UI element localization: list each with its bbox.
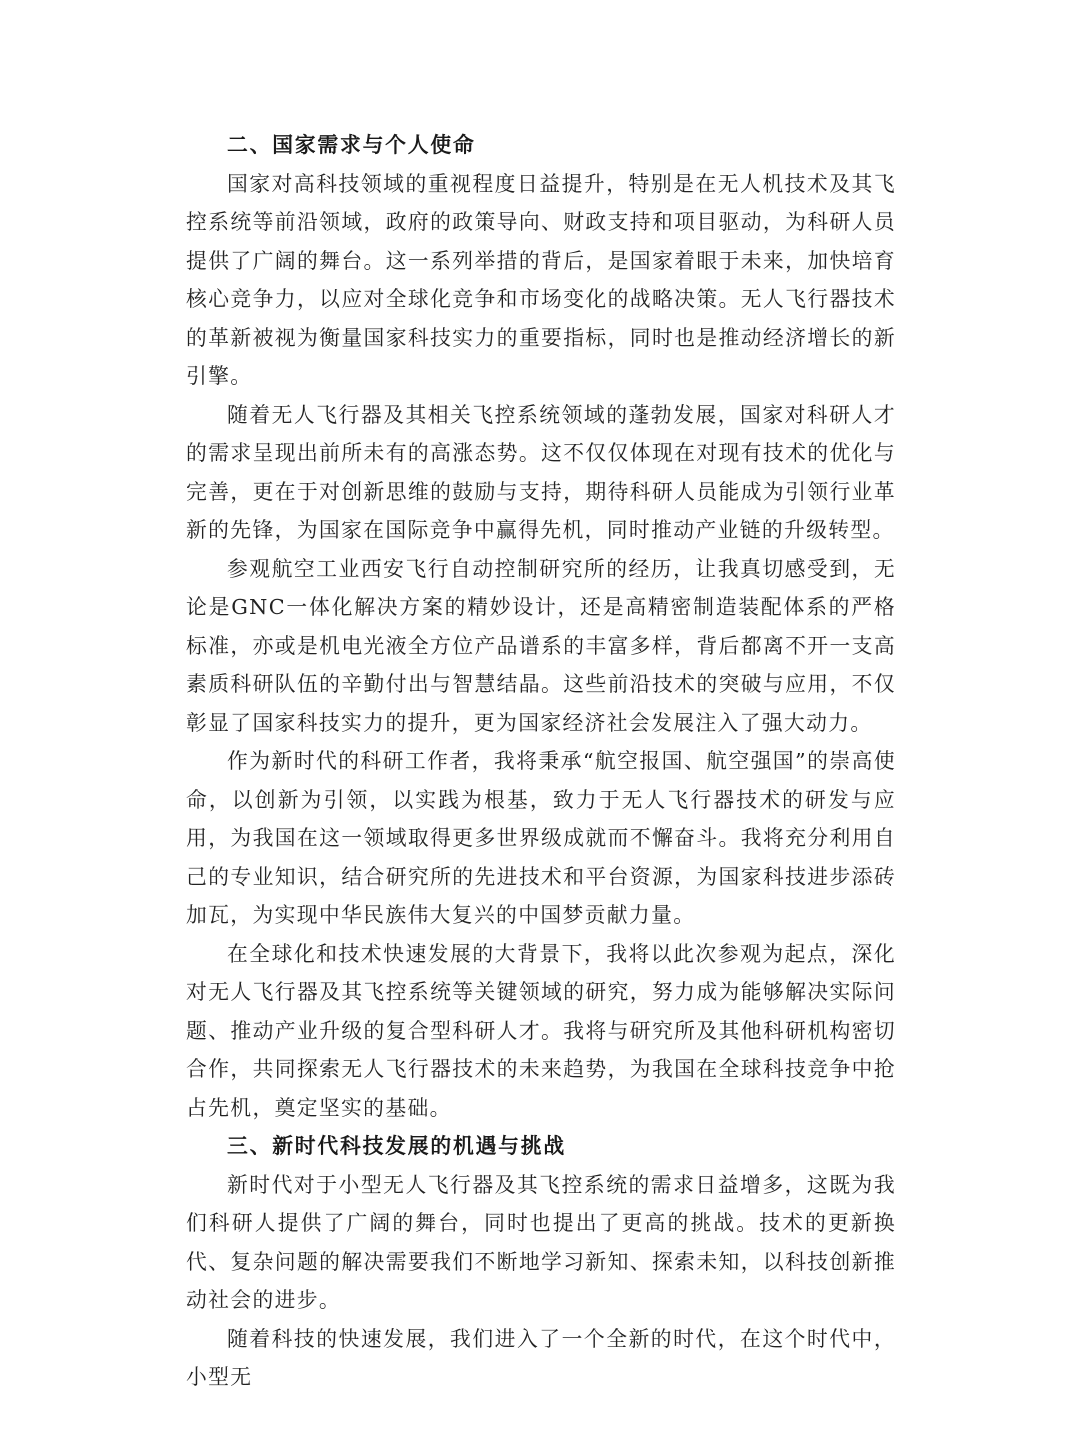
section-heading-opportunities-challenges: 三、新时代科技发展的机遇与挑战 [227,1134,566,1158]
paragraph: 作为新时代的科研工作者，我将秉承“航空报国、航空强国”的崇高使命，以创新为引领，以实践为根基，致力于无人飞行器技术的研发与应用，为我国在这一领域取得更多世界级成就而不懈奋斗。我将充分利用自己的专业知识，结合研究所的先进技术和平台资源，为国家科技进步添砖加瓦，为实现中华民族伟大复兴的中国梦贡献力量。 [186,749,896,927]
section-heading-national-demand: 二、国家需求与个人使命 [227,133,476,157]
paragraph: 参观航空工业西安飞行自动控制研究所的经历，让我真切感受到，无论是GNC一体化解决方案的精妙设计，还是高精密制造装配体系的严格标准，亦或是机电光液全方位产品谱系的丰富多样，背后都离不开一支高素质科研队伍的辛勤付出与智慧结晶。这些前沿技术的突破与应用，不仅彰显了国家科技实力的提升，更为国家经济社会发展注入了强大动力。 [186,556,896,735]
paragraph: 在全球化和技术快速发展的大背景下，我将以此次参观为起点，深化对无人飞行器及其飞控系统等关键领域的研究，努力成为能够解决实际问题、推动产业升级的复合型科研人才。我将与研究所及其他科研机构密切合作，共同探索无人飞行器技术的未来趋势，为我国在全球科技竞争中抢占先机，奠定坚实的基础。 [186,941,896,1120]
document-body [186,126,896,1397]
paragraph: 新时代对于小型无人飞行器及其飞控系统的需求日益增多，这既为我们科研人提供了广阔的舞台，同时也提出了更高的挑战。技术的更新换代、复杂问题的解决需要我们不断地学习新知、探索未知，以科技创新推动社会的进步。 [186,1172,896,1312]
paragraph: 国家对高科技领域的重视程度日益提升，特别是在无人机技术及其飞控系统等前沿领域，政府的政策导向、财政支持和项目驱动，为科研人员提供了广阔的舞台。这一系列举措的背后，是国家着眼于未来，加快培育核心竞争力，以应对全球化竞争和市场变化的战略决策。无人飞行器技术的革新被视为衡量国家科技实力的重要指标，同时也是推动经济增长的新引擎。 [186,171,896,388]
paragraph: 随着无人飞行器及其相关飞控系统领域的蓬勃发展，国家对科研人才的需求呈现出前所未有的高涨态势。这不仅仅体现在对现有技术的优化与完善，更在于对创新思维的鼓励与支持，期待科研人员能成为引领行业革新的先锋，为国家在国际竞争中赢得先机，同时推动产业链的升级转型。 [186,402,896,542]
paragraph-continued: 随着科技的快速发展，我们进入了一个全新的时代，在这个时代中，小型无 [186,1326,896,1389]
